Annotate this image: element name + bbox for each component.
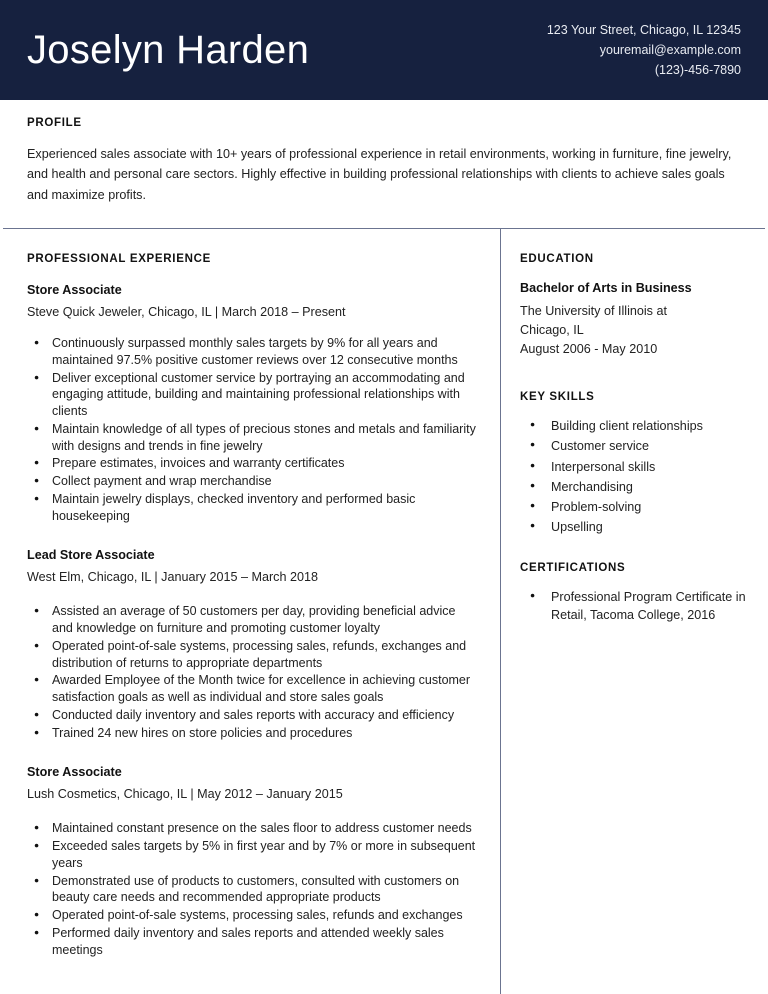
list-item: ● Continuously surpassed monthly sales targets by 9% for all years and maintained 97.5% positive customer reviews over 12 consecutive months bbox=[27, 335, 478, 369]
certifications-section bbox=[520, 562, 750, 624]
job-title: Store Associate bbox=[27, 765, 122, 780]
job-entry bbox=[27, 763, 478, 958]
education-dates: August 2006 - May 2010 bbox=[520, 342, 658, 357]
experience-heading: PROFESSIONAL EXPERIENCE bbox=[27, 253, 211, 265]
list-item: ● Prepare estimates, invoices and warranty certificates bbox=[27, 455, 478, 472]
key-skills-list bbox=[520, 417, 750, 536]
list-item: ● Assisted an average of 50 customers per day, providing beneficial advice and knowledge on furniture and promoting customer loyalty bbox=[27, 603, 478, 637]
list-item: ● Building client relationships bbox=[520, 417, 750, 435]
sidebar-column bbox=[500, 229, 768, 962]
job-bullet-list bbox=[27, 335, 478, 524]
list-item: ● Deliver exceptional customer service by portraying an accommodating and engaging attitude, building and maintaining professional relationships with clients bbox=[27, 370, 478, 420]
profile-section bbox=[0, 100, 768, 205]
list-item: ● Upselling bbox=[520, 518, 750, 536]
list-item: ● Exceeded sales targets by 5% in first year and by 7% or more in subsequent years bbox=[27, 838, 478, 872]
list-item: ● Operated point-of-sale systems, processing sales, refunds, exchanges and distribution of returns to appropriate departments bbox=[27, 638, 478, 672]
list-item: ● Merchandising bbox=[520, 478, 750, 496]
key-skills-section bbox=[520, 391, 750, 536]
job-title: Lead Store Associate bbox=[27, 548, 155, 563]
section-spacer bbox=[520, 540, 750, 562]
list-item: ● Performed daily inventory and sales reports and attended weekly sales meetings bbox=[27, 925, 478, 959]
key-skills-heading: KEY SKILLS bbox=[520, 391, 595, 404]
list-item: ● Trained 24 new hires on store policies and procedures bbox=[27, 725, 478, 742]
education-degree: Bachelor of Arts in Business bbox=[520, 281, 692, 295]
contact-phone[interactable]: (123)-456-7890 bbox=[654, 63, 741, 78]
list-item: ● Maintain jewelry displays, checked inventory and performed basic housekeeping bbox=[27, 491, 478, 525]
certifications-list bbox=[520, 588, 750, 624]
contact-address: 123 Your Street, Chicago, IL 12345 bbox=[546, 22, 741, 37]
profile-heading: PROFILE bbox=[27, 117, 82, 129]
certifications-heading: CERTIFICATIONS bbox=[520, 562, 626, 575]
job-meta: Lush Cosmetics, Chicago, IL | May 2012 – January 2015 bbox=[27, 787, 343, 802]
list-item: ● Collect payment and wrap merchandise bbox=[27, 473, 478, 490]
list-item: ● Interpersonal skills bbox=[520, 458, 750, 476]
list-item: ● Demonstrated use of products to customers, consulted with customers on beauty care needs and recommended appropriate products bbox=[27, 873, 478, 907]
job-meta: West Elm, Chicago, IL | January 2015 – March 2018 bbox=[27, 570, 318, 585]
job-title: Store Associate bbox=[27, 283, 122, 297]
list-item: ● Customer service bbox=[520, 437, 750, 455]
list-item: ● Problem-solving bbox=[520, 498, 750, 516]
profile-text: Experienced sales associate with 10+ years of professional experience in retail environments, working in furniture, fine jewelry, and health and personal care sectors. Highly effective in building professional relationships with clients to achieve sales goals and maximize profits. bbox=[27, 147, 732, 202]
education-school-line-1: The University of Illinois at bbox=[520, 303, 667, 318]
list-item: ● Operated point-of-sale systems, processing sales, refunds and exchanges bbox=[27, 907, 478, 924]
resume-header bbox=[0, 0, 768, 100]
resume-body bbox=[0, 229, 768, 962]
contact-email[interactable]: youremail@example.com bbox=[599, 42, 741, 57]
experience-column bbox=[0, 229, 500, 962]
list-item: ● Professional Program Certificate in Retail, Tacoma College, 2016 bbox=[520, 588, 750, 624]
education-heading: EDUCATION bbox=[520, 253, 594, 265]
job-entry bbox=[27, 281, 478, 524]
job-bullet-list bbox=[27, 820, 478, 958]
list-item: ● Maintain knowledge of all types of precious stones and metals and familiarity with designs and trends in fine jewelry bbox=[27, 421, 478, 455]
page-title: Joselyn Harden bbox=[27, 28, 310, 72]
job-meta: Steve Quick Jeweler, Chicago, IL | March 2018 – Present bbox=[27, 304, 346, 319]
education-school-line-2: Chicago, IL bbox=[520, 323, 584, 338]
education-section bbox=[520, 253, 750, 359]
contact-info bbox=[547, 20, 741, 81]
job-bullet-list bbox=[27, 603, 478, 741]
job-entry bbox=[27, 546, 478, 741]
list-item: ● Maintained constant presence on the sales floor to address customer needs bbox=[27, 820, 478, 837]
section-spacer bbox=[520, 363, 750, 391]
list-item: ● Conducted daily inventory and sales reports with accuracy and efficiency bbox=[27, 707, 478, 724]
list-item: ● Awarded Employee of the Month twice for excellence in achieving customer satisfaction goals as well as individual and store sales goals bbox=[27, 672, 478, 706]
